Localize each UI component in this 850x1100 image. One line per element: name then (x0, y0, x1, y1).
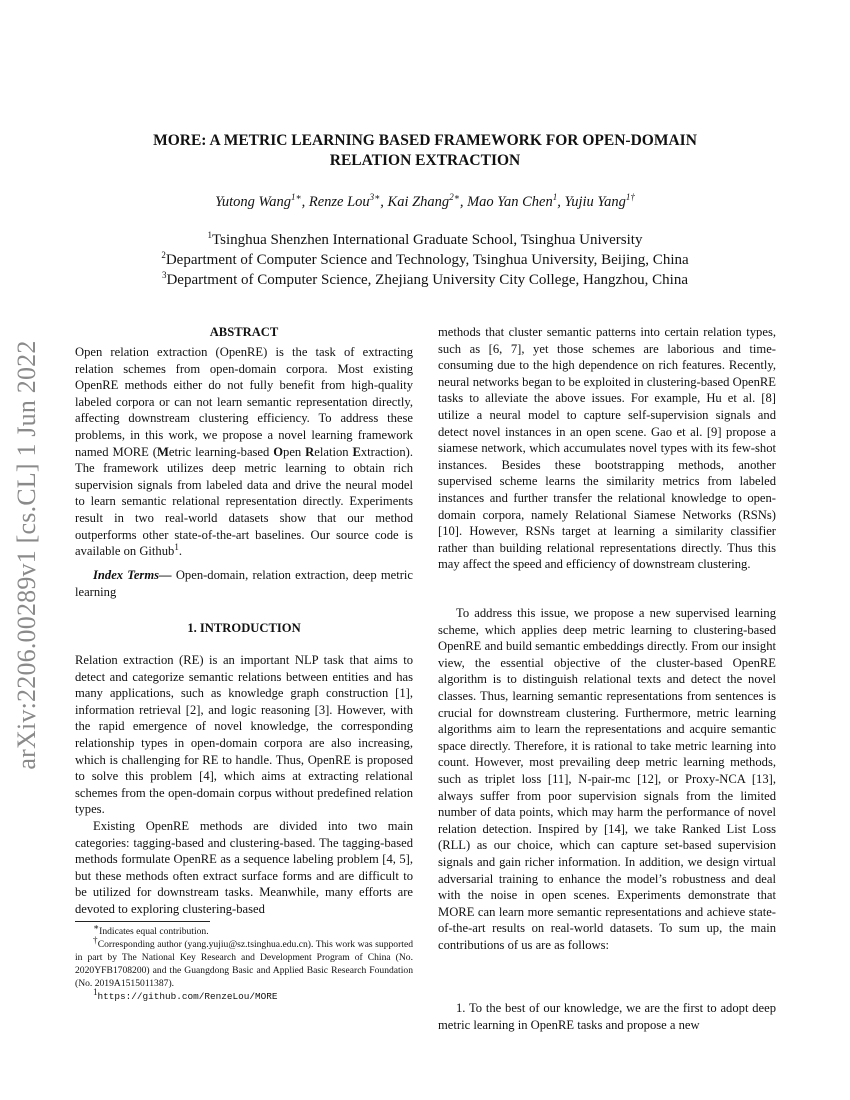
affiliation-text: Department of Computer Science, Zhejiang University City College, Hangzhou, China (166, 272, 689, 288)
index-terms-text: Open-domain, relation extraction, deep metric learning (75, 568, 413, 599)
author-sup: 1 (552, 192, 558, 203)
arxiv-identifier: arXiv:2206.00289v1 [cs.CL] 1 Jun 2022 (12, 340, 41, 770)
affiliation-sup: 1 (207, 230, 213, 240)
author-sup: 2∗ (449, 192, 460, 203)
github-link[interactable]: https://github.com/RenzeLou/MORE (97, 991, 278, 1002)
footnote-mark: ∗ (93, 921, 100, 932)
affiliation-sup: 2 (161, 250, 166, 260)
footnote (75, 934, 414, 990)
affiliation-sup: 3 (161, 270, 167, 280)
affiliation (60, 270, 790, 290)
paper-title (60, 131, 790, 171)
footnote-mark: 1 (174, 541, 179, 552)
affiliation-text: Tsinghua Shenzhen International Graduate School, Tsinghua University (212, 232, 643, 248)
author-sup: 3∗ (369, 192, 381, 203)
footnotes (75, 921, 414, 1003)
title-line: MORE: A METRIC LEARNING BASED FRAMEWORK FOR OPEN-DOMAIN (153, 132, 697, 149)
author-sup: 1∗ (290, 192, 302, 203)
abstract-part: xtraction). (360, 444, 413, 459)
contribution-item: 1. To the best of our knowledge, we are the first to adopt deep metric learning in OpenRE tasks and propose a new (438, 1001, 776, 1032)
acronym-letter: O (273, 444, 284, 459)
author-sep: , (301, 194, 309, 210)
abstract-part: elation (314, 444, 353, 459)
paragraph: Existing OpenRE methods are divided into two main categories: tagging-based and clustering-based. The tagging-based methods formulate OpenRE as a sequence labeling problem [4, 5], but these methods often extract surface forms and are difficult to be utilized for downstream tasks. Meanwhile, many efforts are devoted to exploring clustering-based (75, 819, 413, 916)
abstract-part: The framework utilizes deep metric learning to obtain rich supervision signals from labeled data and drive the neural model to learn semantic relational representation directly. Experiments result in two real-world datasets show that our method outperforms other state-of-the-art baselines. Our source code is available on Github (75, 461, 413, 559)
title-line: RELATION EXTRACTION (329, 152, 521, 169)
author-sep: , (380, 194, 388, 210)
author (564, 194, 634, 210)
abstract-text (75, 344, 413, 560)
author-list (60, 194, 790, 211)
paragraph: To address this issue, we propose a new supervised learning scheme, which applies deep metric learning to clustering-based OpenRE and build semantic embeddings directly. From our insight view, the essential objective of the cluster-based OpenRE algorithm is to distinguish relational texts and detect the novel classes. Thus, learning semantic representations from sentences is crucial for downstream clustering. Furthermore, metric learning algorithms aim to learn the representations and acquire semantic space directly. Therefore, it is rational to take metric learning into count. However, most prevailing deep metric learning methods, such as triplet loss [11], N-pair-mc [12], or Proxy-NCA [13], always suffer from poor supervision signals from the limited number of data points, which may harm the performance of novel relation detection. Inspired by [14], we take Ranked List Loss (RLL) as our choice, which can capture set-based supervision signals and gain richer information. In addition, we design virtual adversarial training to enhance the model’s robustness and deal with the noise in open scenes. Experiments demonstrate that MORE can learn more semantic representations and achieve state-of-the-art results on real-world datasets. To sum up, the main contributions of us are as follows: (438, 606, 776, 952)
abstract-part: pen (283, 444, 306, 459)
footnote (75, 921, 413, 938)
affiliation-text: Department of Computer Science and Technology, Tsinghua University, Beijing, China (165, 252, 689, 268)
acronym-letter: E (352, 444, 361, 459)
author-sup: 1† (625, 192, 635, 203)
abstract-part: etric learning-based (168, 444, 274, 459)
paragraph: Relation extraction (RE) is an important NLP task that aims to detect and categorize semantic relations between entities and has many applications, such as knowledge graph construction [1], information retrieval [2], and logic reasoning [3]. However, with the rapid emergence of novel knowledge, the corresponding relationship types in open-domain corpora are also increasing, which is challenging for RE to handle. Thus, OpenRE is proposed to solve this problem [4], which aims at extracting relational schemes from the open-domain corpus without predefined relation types. (75, 653, 413, 817)
author-sep: , (557, 194, 565, 210)
author (467, 194, 564, 210)
affiliation (60, 250, 790, 270)
acronym-letter: R (305, 444, 315, 459)
author-name: Yutong Wang (215, 194, 291, 210)
index-terms (75, 567, 413, 600)
author-name: Yujiu Yang (564, 194, 626, 210)
affiliations (60, 230, 790, 290)
index-terms-label: Index Terms— (93, 568, 172, 582)
paragraph: methods that cluster semantic patterns into certain relation types, such as [6, 7], yet those schemes are laborious and time-consuming due to the high dependence on rich features. Recently, neural networks began to be exploited in clustering-based OpenRE tasks to alleviate the above issues. For example, Hu et al. [8] utilize a neural model to capture self-supervision signals and detect novel instances in an open scene. Gao et al. [9] propose a siamese network, which accumulates novel types with its few-shot instances. Besides these bootstrapping methods, another supervised scheme learns the similarity metrics from labeled instances and further transfer the relational knowledge to open-domain corpora, namely Relational Siamese Networks (RSNs) [10]. However, RSNs target at learning a similarity classifier rather than building relational representations directly. Thus this may affect the speed and efficiency of downstream clustering. (438, 325, 776, 572)
author (309, 194, 388, 210)
section-heading-introduction: 1. INTRODUCTION (187, 621, 301, 635)
footnote (75, 986, 413, 1003)
affiliation (60, 230, 790, 250)
author-name: Kai Zhang (387, 194, 450, 210)
author-name: Renze Lou (308, 194, 370, 210)
author (388, 194, 468, 210)
author-sep: , (459, 194, 468, 210)
author (215, 194, 309, 210)
footnote-mark: 1 (93, 986, 98, 997)
footnote-text: Corresponding author (yang.yujiu@sz.tsinghua.edu.cn). This work was supported in part by The National Key Research and Development Program of China (No. 2020YFB1708200) and the Guangdong Basic and Applied Basic Research Foundation (No. 2019A1515011387). (75, 939, 414, 989)
abstract-heading: ABSTRACT (209, 325, 279, 339)
footnote-text: Indicates equal contribution. (99, 926, 209, 937)
abstract-part: . (178, 544, 182, 559)
author-name: Mao Yan Chen (467, 194, 553, 210)
abstract-part: Open relation extraction (OpenRE) is the task of extracting relation schemes from open-domain corpora. Most existing OpenRE methods either do not fully benefit from high-quality labeled corpora or can not learn semantic representation directly, affecting downstream clustering efficiency. To address these problems, in this work, we propose a novel learning framework named MORE ( (75, 345, 413, 459)
acronym-letter: M (157, 444, 169, 459)
footnote-mark: † (93, 934, 98, 945)
